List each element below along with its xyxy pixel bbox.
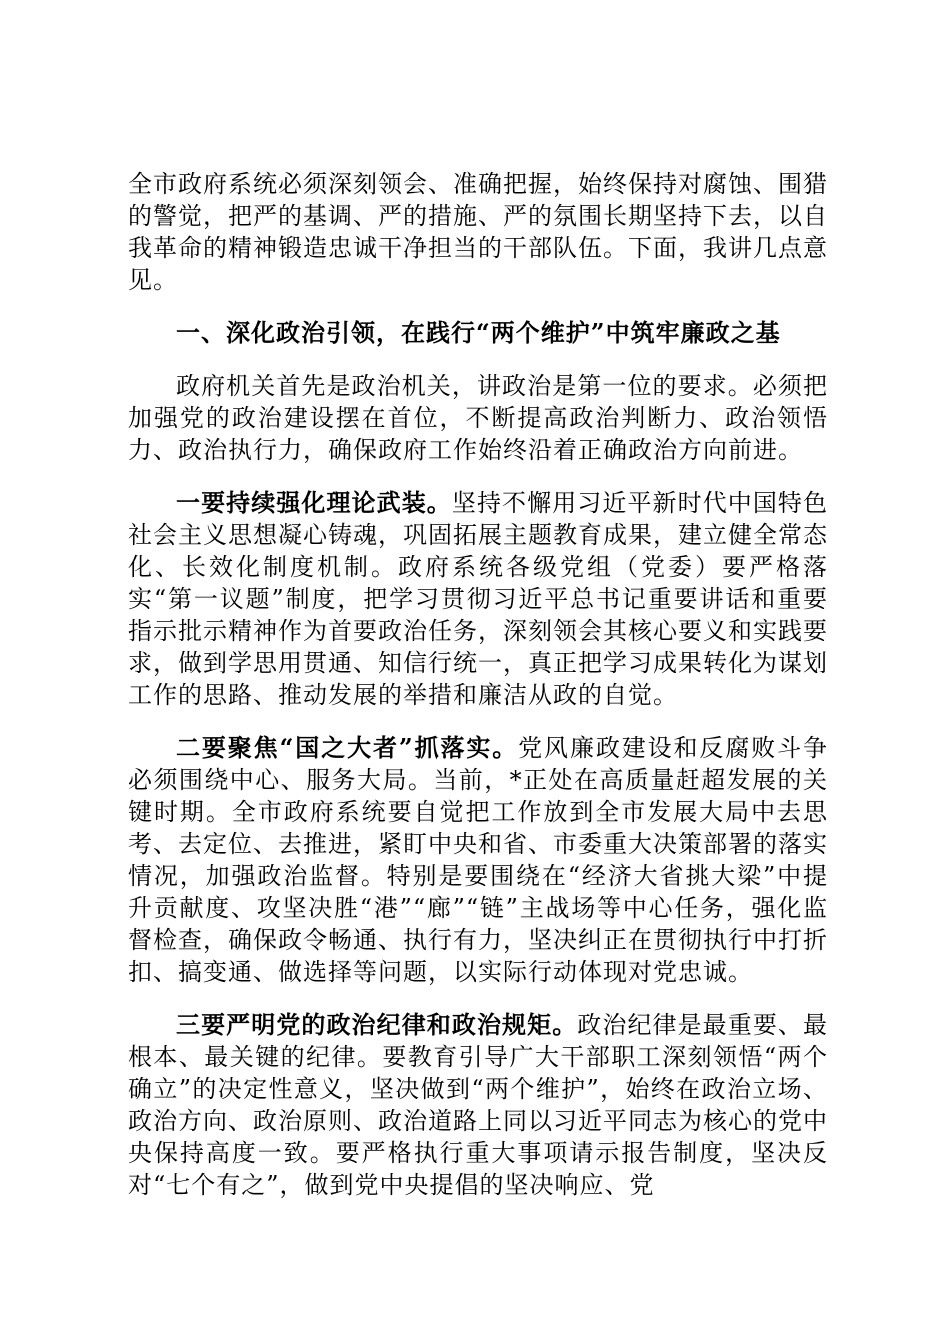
item3-lead: 三要严明党的政治纪律和政治规矩。: [176, 1010, 578, 1039]
item1-lead: 一要持续强化理论武装。: [176, 488, 452, 517]
item1-body: 坚持不懈用习近平新时代中国特色社会主义思想凝心铸魂，巩固拓展主题教育成果，建立健全常态化、长效化制度机制。政府系统各级党组（党委）要严格落实“第一议题”制度，把学习贯彻习近平总书记重要讲话和重要指示批示精神作为首要政治任务，深刻领会其核心要义和实践要求，做到学思用贯通、知信行统一，真正把学习成果转化为谋划工作的思路、推动发展的举措和廉洁从政的自觉。: [128, 489, 829, 709]
section1-paragraph: 政府机关首先是政治机关，讲政治是第一位的要求。必须把加强党的政治建设摆在首位，不断提高政治判断力、政治领悟力、政治执行力，确保政府工作始终沿着正确政治方向前进。: [128, 372, 828, 464]
item2-lead: 二要聚焦“国之大者”抓落实。: [176, 733, 519, 762]
section1-heading: 一、深化政治引领，在践行“两个维护”中筑牢廉政之基: [176, 318, 781, 347]
item3-paragraph: [128, 1009, 828, 1201]
item3-body: 政治纪律是最重要、最根本、最关键的纪律。要教育引导广大干部职工深刻领悟“两个确立”的决定性意义，坚决做到“两个维护”，始终在政治立场、政治方向、政治原则、政治道路上同以习近平同志为核心的党中央保持高度一致。要严格执行重大事项请示报告制度，坚决反对“七个有之”，做到党中央提倡的坚决响应、党: [128, 1011, 829, 1199]
item2-paragraph: [128, 732, 828, 988]
item2-body: 党风廉政建设和反腐败斗争必须围绕中心、服务大局。当前，*正处在高质量赶超发展的关键时期。全市政府系统要自觉把工作放到全市发展大局中去思考、去定位、去推进，紧盯中央和省、市委重大决策部署的落实情况，加强政治监督。特别是要围绕在“经济大省挑大梁”中提升贡献度、攻坚决胜“港”“廊”“链”主战场等中心任务，强化监督检查，确保政令畅通、执行有力，坚决纠正在贯彻执行中打折扣、搞变通、做选择等问题，以实际行动体现对党忠诚。: [128, 734, 829, 986]
item1-paragraph: [128, 487, 828, 711]
document-page: [128, 168, 828, 1201]
intro-paragraph: 全市政府系统必须深刻领会、准确把握，始终保持对腐蚀、围猎的警觉，把严的基调、严的措施、严的氛围长期坚持下去，以自我革命的精神锻造忠诚干净担当的干部队伍。下面，我讲几点意见。: [128, 170, 828, 294]
